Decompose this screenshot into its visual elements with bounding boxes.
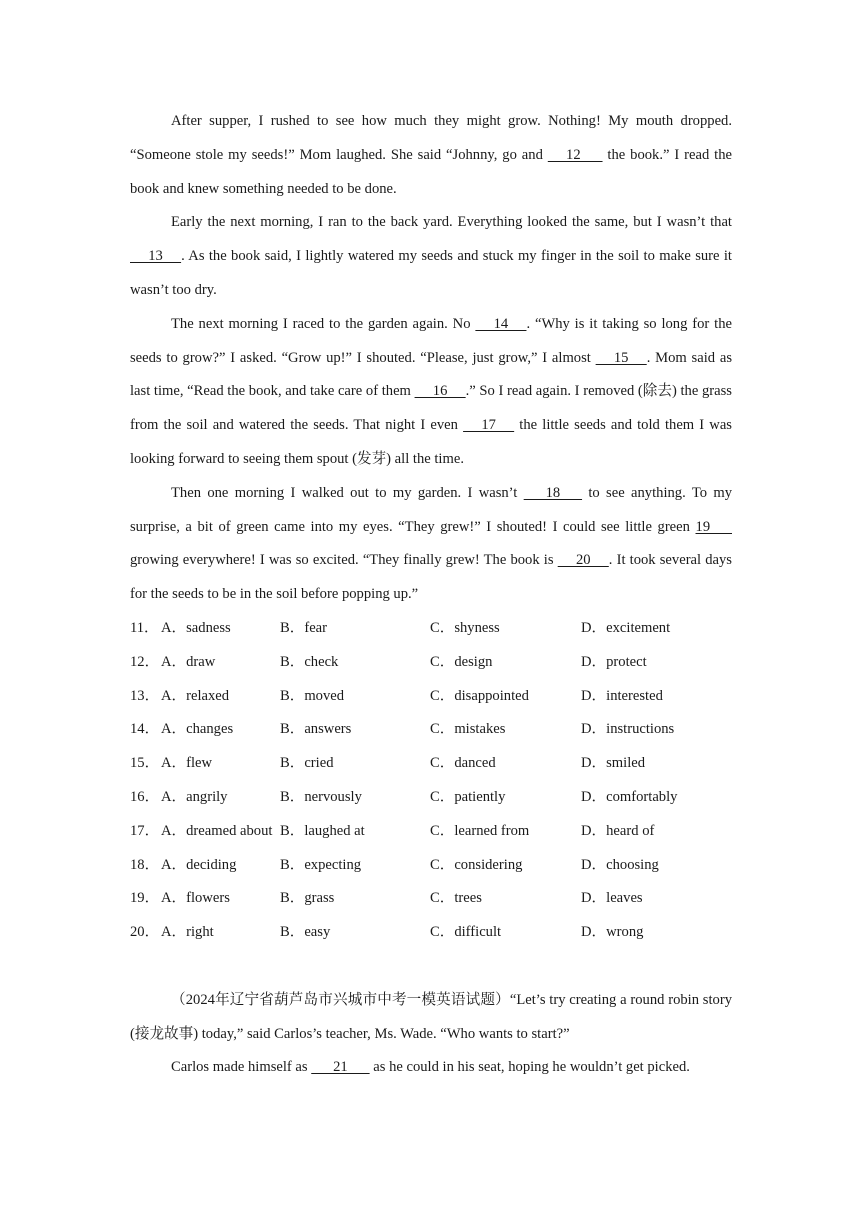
option-c: C．shyness (430, 619, 500, 636)
option-d: D．protect (581, 653, 647, 670)
spacer (130, 950, 732, 984)
option-a: A．deciding (161, 856, 237, 873)
option-d: D．excitement (581, 619, 671, 636)
question-row (130, 646, 732, 680)
paragraph (130, 105, 732, 206)
option-c: C．mistakes (430, 721, 506, 738)
option-a: A．angrily (161, 788, 228, 805)
question-row (130, 781, 732, 815)
text: Carlos made himself as (171, 1059, 312, 1076)
paragraph (130, 477, 732, 612)
blank-21: 21 (311, 1059, 370, 1076)
question-number: 13． (130, 687, 160, 704)
option-a: A．relaxed (161, 687, 230, 704)
option-c: C．danced (430, 755, 496, 772)
question-number: 12． (130, 653, 160, 670)
question-row (130, 849, 732, 883)
question-row (130, 612, 732, 646)
option-b: B．easy (280, 924, 331, 941)
option-c: C．difficult (430, 924, 502, 941)
question-row (130, 916, 732, 950)
option-c: C．considering (430, 856, 523, 873)
question-row (130, 713, 732, 747)
question-row (130, 680, 732, 714)
text: After supper, I rushed to see how much they might grow. Nothing! My mouth dropped. “Someone stole my seeds!” Mom laughed. She said “Johnny, go and (130, 113, 732, 163)
option-d: D．comfortably (581, 788, 678, 805)
text: . “Why is it taking so long for the seeds to grow?” I asked. “Grow up!” I shouted. “Please, just grow,” I almost (130, 315, 732, 366)
paragraph (130, 984, 732, 1052)
text: .” So I read again. I removed (除去) the grass from the soil and watered the seeds. That night I even (130, 383, 732, 434)
option-d: D．heard of (581, 822, 655, 839)
option-c: C．design (430, 653, 493, 670)
question-number: 17． (130, 822, 160, 839)
option-b: B．grass (280, 890, 335, 907)
question-row (130, 747, 732, 781)
option-b: B．laughed at (280, 822, 365, 839)
option-a: A．flew (161, 755, 213, 772)
blank-13: 13 (130, 248, 182, 265)
text: the little seeds and told them I was looking forward to seeing them spout (发芽) all the time. (130, 417, 732, 467)
option-a: A．sadness (161, 619, 231, 636)
text: growing everywhere! I was so excited. “They finally grew! The book is (130, 552, 558, 569)
text: as he could in his seat, hoping he wouldn’t get picked. (369, 1059, 690, 1076)
option-c: C．trees (430, 890, 482, 907)
paragraph (130, 308, 732, 477)
option-a: A．draw (161, 653, 216, 670)
text: . Mom said as last time, “Read the book, and take care of them (130, 349, 732, 400)
blank-20: 20 (557, 552, 609, 569)
option-a: A．dreamed about (161, 822, 273, 839)
question-row (130, 815, 732, 849)
text: （2024年辽宁省葫芦岛市兴城市中考一模英语试题）“Let’s try creating a round robin story (接龙故事) today,” said Carlos’s teacher, Ms. Wade. “Who wants to start?” (130, 991, 732, 1042)
option-b: B．check (280, 653, 339, 670)
text: . It took several days for the seeds to be in the soil before popping up.” (130, 552, 732, 603)
paragraph (130, 206, 732, 307)
blank-14: 14 (475, 315, 527, 332)
text: . As the book said, I lightly watered my seeds and stuck my finger in the soil to make sure it wasn’t too dry. (130, 248, 732, 298)
option-a: A．flowers (161, 890, 230, 907)
option-b: B．cried (280, 755, 334, 772)
text: Then one morning I walked out to my garden. I wasn’t (171, 484, 524, 501)
text: to see anything. To my surprise, a bit of green came into my eyes. “They grew!” I shouted! I could see little green (130, 484, 732, 535)
option-a: A．right (161, 924, 214, 941)
question-number: 20． (130, 924, 160, 941)
question-row (130, 882, 732, 916)
option-b: B．expecting (280, 856, 362, 873)
text: The next morning I raced to the garden again. No (171, 315, 476, 332)
question-number: 16． (130, 788, 160, 805)
option-c: C．patiently (430, 788, 506, 805)
document-page (130, 105, 732, 1085)
question-options (130, 612, 732, 950)
option-a: A．changes (161, 721, 234, 738)
blank-19: 19 (695, 518, 732, 535)
option-b: B．moved (280, 687, 345, 704)
blank-16: 16 (414, 383, 466, 400)
option-b: B．answers (280, 721, 352, 738)
blank-17: 17 (463, 417, 515, 434)
blank-18: 18 (523, 484, 583, 501)
option-d: D．wrong (581, 924, 644, 941)
option-d: D．leaves (581, 890, 643, 907)
option-b: B．nervously (280, 788, 362, 805)
text: the book.” I read the book and knew something needed to be done. (130, 146, 733, 197)
question-number: 18． (130, 856, 160, 873)
text: Early the next morning, I ran to the back yard. Everything looked the same, but I wasn’t that (171, 214, 732, 231)
question-number: 11． (130, 619, 159, 636)
option-d: D．choosing (581, 856, 659, 873)
question-number: 14． (130, 721, 160, 738)
question-number: 15． (130, 755, 160, 772)
option-c: C．learned from (430, 822, 530, 839)
option-c: C．disappointed (430, 687, 529, 704)
option-d: D．instructions (581, 721, 675, 738)
question-number: 19． (130, 890, 160, 907)
blank-12: 12 (547, 146, 603, 163)
paragraph (130, 1051, 732, 1085)
option-d: D．smiled (581, 755, 646, 772)
option-b: B．fear (280, 619, 328, 636)
blank-15: 15 (595, 349, 647, 366)
option-d: D．interested (581, 687, 663, 704)
